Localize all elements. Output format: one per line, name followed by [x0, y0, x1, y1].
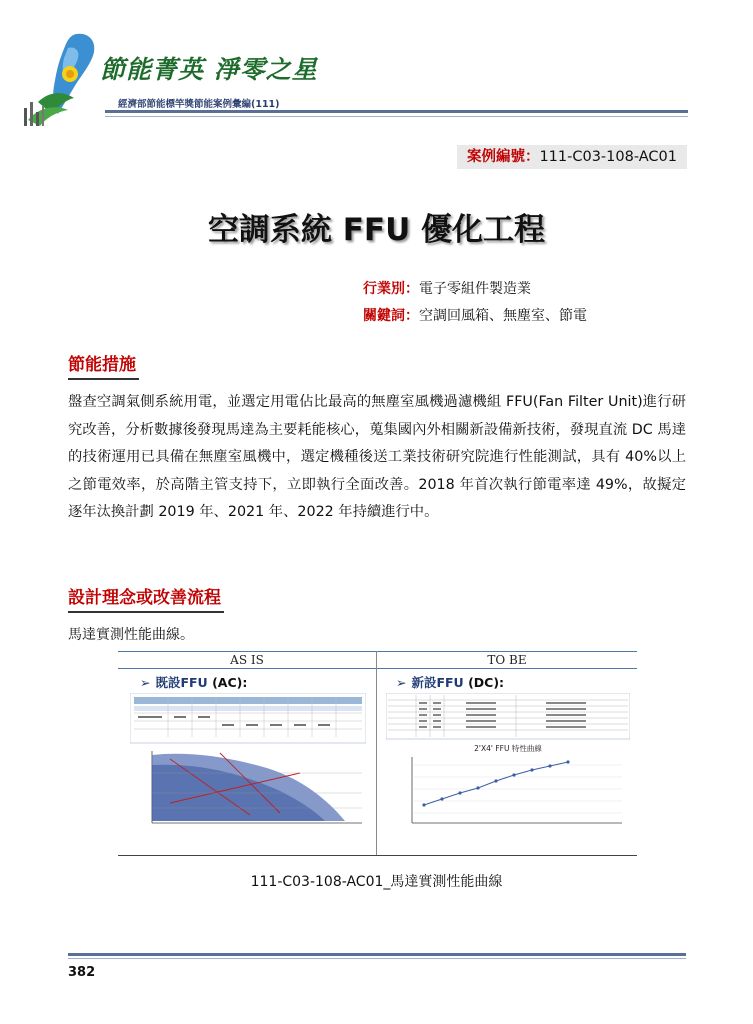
as-is-panel-title [140, 673, 247, 691]
keywords-value: 空調回風箱、無塵室、節電 [419, 308, 587, 324]
case-number-value: 111-C03-108-AC01 [539, 149, 677, 165]
keywords-row [363, 305, 587, 325]
case-number-label: 案例編號： [466, 149, 540, 165]
brand-subtitle: 經濟部節能標竿獎節能案例彙編(111) [118, 99, 280, 110]
case-number-box [457, 145, 687, 169]
section-heading-measures: 節能措施 [68, 350, 136, 375]
measures-paragraph: 盤查空調氣側系統用電，並選定用電佔比最高的無塵室風機過濾機組 FFU(Fan Filter Unit)進行研究改善，分析數據後發現馬達為主要耗能核心，蒐集國內外相關新設備新技術，發現直流 DC 馬達的技術運用已具備在無塵室風機中，選定機種後送工業技術研究院進行性能測試，具有 40%以上之節電效率，於高階主管支持下，立即執行全面改善。2018 年首次執行節電率達 49%，故擬定逐年汰換計劃 2019 年、2021 年、2022 年持續進行中。 [68, 394, 686, 520]
industry-value: 電子零組件製造業 [419, 281, 531, 297]
footer-rule [68, 953, 686, 956]
industry-label: 行業別： [363, 281, 419, 297]
comparison-table [118, 651, 637, 856]
keywords-label: 關鍵詞： [363, 308, 419, 324]
to-be-header: TO BE [487, 653, 527, 667]
footer-rule-thin [68, 958, 686, 959]
to-be-panel-title [396, 673, 504, 691]
as-is-title-suffix: (AC): [207, 675, 248, 690]
header-rule-thin [105, 116, 688, 117]
as-is-title-zh: 既設FFU [155, 675, 208, 690]
to-be-curve-image [386, 693, 630, 833]
taiwan-logo-icon [18, 28, 113, 128]
arrow-bullet-icon: ➢ [396, 675, 407, 690]
arrow-bullet-icon: ➢ [140, 675, 151, 690]
brand-title: 節能菁英 淨零之星 [100, 55, 318, 84]
page-title: 空調系統 FFU 優化工程 [207, 212, 546, 248]
industry-row [363, 278, 531, 298]
header-rule [105, 110, 688, 113]
as-is-header: AS IS [230, 653, 264, 667]
to-be-title-suffix: (DC): [463, 675, 505, 690]
page-number: 382 [68, 965, 96, 980]
motor-curve-caption: 馬達實測性能曲線。 [68, 627, 194, 643]
as-is-curve-image [130, 693, 366, 833]
figure-caption: 111-C03-108-AC01_馬達實測性能曲線 [250, 874, 503, 890]
to-be-chart-title: 2'X4' FFU 特性曲線 [474, 744, 542, 753]
section-heading-design: 設計理念或改善流程 [68, 583, 221, 608]
to-be-title-zh: 新設FFU [411, 675, 464, 690]
